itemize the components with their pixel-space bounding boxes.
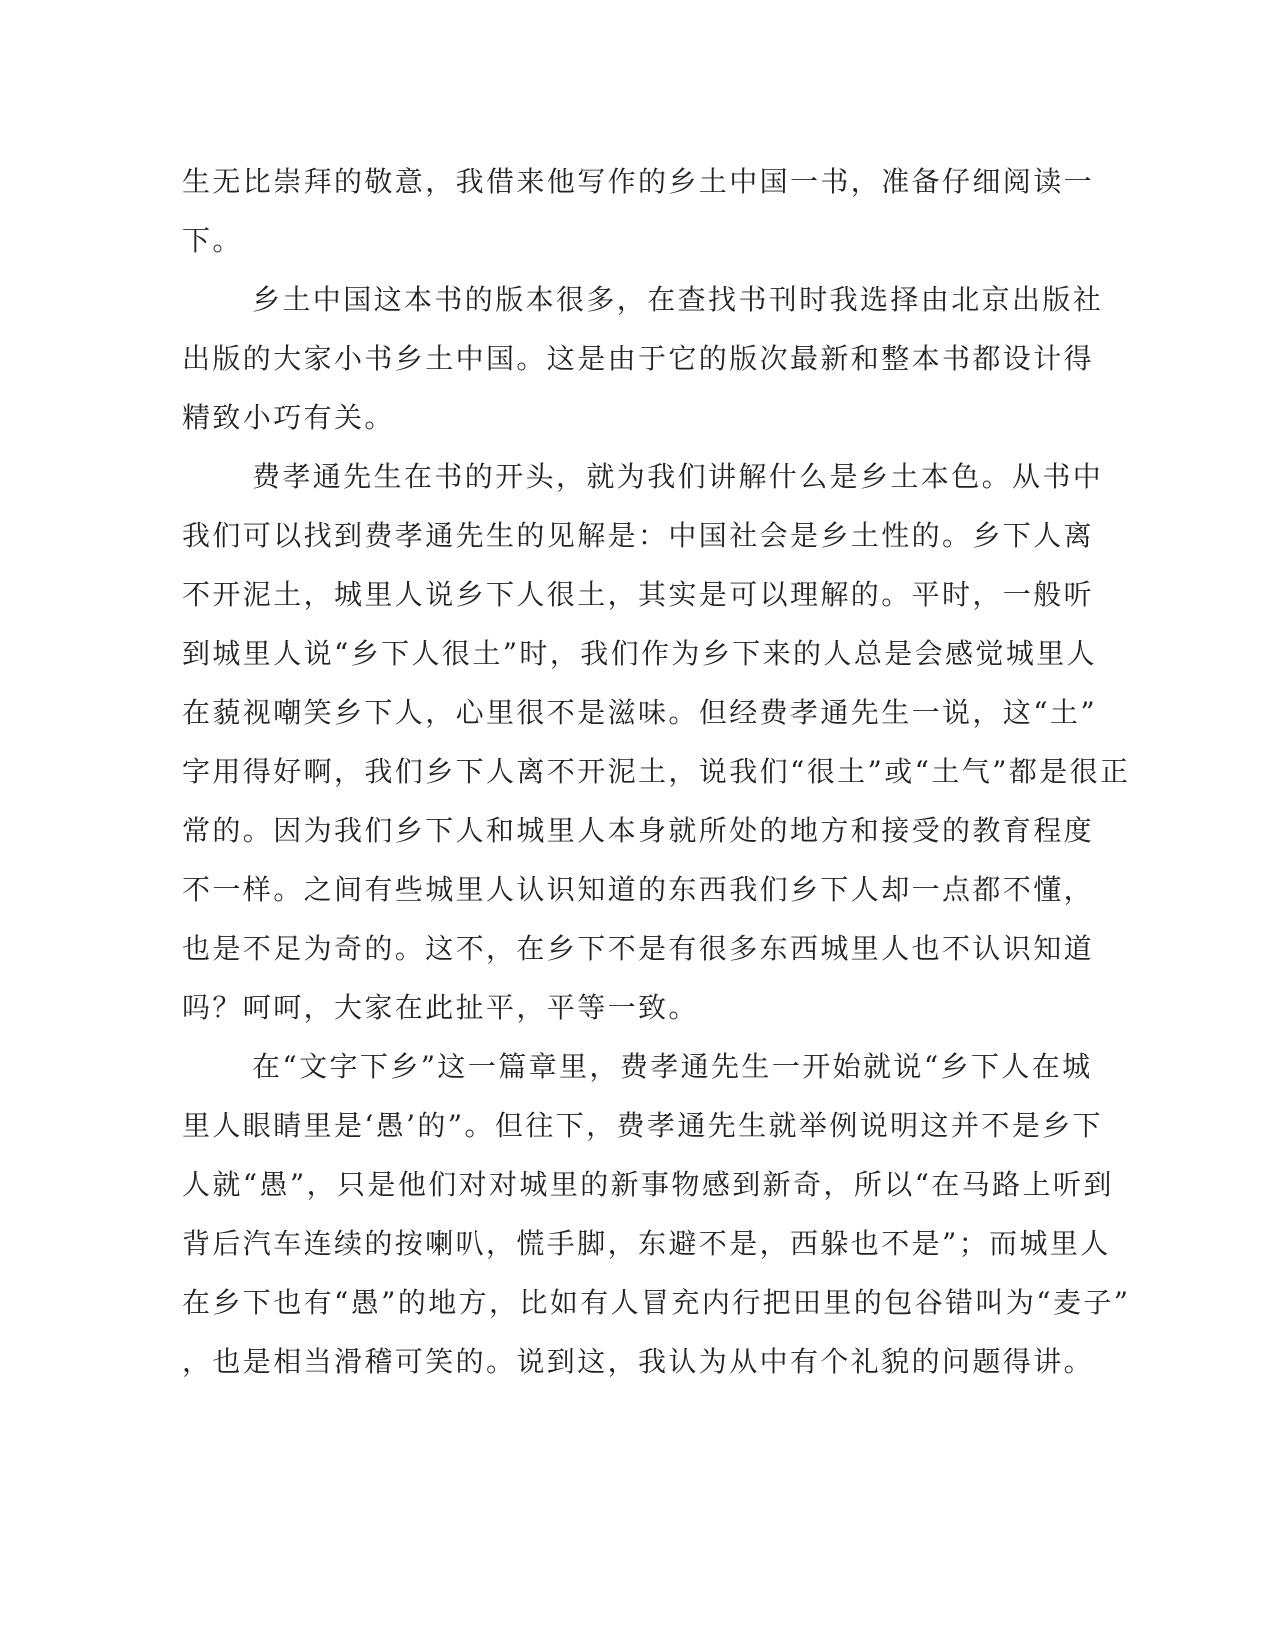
text-line: 不一样。之间有些城里人认识知道的东西我们乡下人却一点都不懂， — [182, 873, 1095, 906]
text-line: 不开泥土，城里人说乡下人很土，其实是可以理解的。平时，一般听 — [182, 578, 1095, 611]
text-line: 也是不足为奇的。这不，在乡下不是有很多东西城里人也不认识知道 — [182, 932, 1095, 965]
text-line: 人就“愚”，只是他们对对城里的新事物感到新奇，所以“在马路上听到 — [182, 1168, 1114, 1201]
text-line: 在乡下也有“愚”的地方，比如有人冒充内行把田里的包谷错叫为“麦子” — [182, 1286, 1131, 1319]
text-line: 下。 — [182, 224, 243, 257]
paragraph-first-line: 费孝通先生在书的开头，就为我们讲解什么是乡土本色。从书中 — [252, 460, 1104, 493]
text-line: 常的。因为我们乡下人和城里人本身就所处的地方和接受的教育程度 — [182, 814, 1095, 847]
text-line: 在藐视嘲笑乡下人，心里很不是滋味。但经费孝通先生一说，这“土” — [182, 696, 1098, 729]
text-line: 出版的大家小书乡土中国。这是由于它的版次最新和整本书都设计得 — [182, 342, 1095, 375]
paragraph-first-line: 在“文字下乡”这一篇章里，费孝通先生一开始就说“乡下人在城 — [252, 1050, 1093, 1083]
paragraph-first-line: 乡土中国这本书的版本很多，在查找书刊时我选择由北京出版社 — [252, 283, 1104, 316]
text-line: 吗？呵呵，大家在此扯平，平等一致。 — [182, 991, 699, 1024]
text-line: 到城里人说“乡下人很土”时，我们作为乡下来的人总是会感觉城里人 — [182, 637, 1098, 670]
text-line: 生无比崇拜的敬意，我借来他写作的乡土中国一书，准备仔细阅读一 — [182, 165, 1095, 198]
text-line: 字用得好啊，我们乡下人离不开泥土，说我们“很土”或“土气”都是很正 — [182, 755, 1131, 788]
text-line: 我们可以找到费孝通先生的见解是：中国社会是乡土性的。乡下人离 — [182, 519, 1095, 552]
text-line: 精致小巧有关。 — [182, 401, 395, 434]
text-line: 背后汽车连续的按喇叭，慌手脚，东避不是，西躲也不是”；而城里人 — [182, 1227, 1111, 1260]
text-line: ，也是相当滑稽可笑的。说到这，我认为从中有个礼貌的问题得讲。 — [182, 1345, 1095, 1378]
text-line: 里人眼睛里是‘愚’的”。但往下，费孝通先生就举例说明这并不是乡下 — [182, 1109, 1103, 1142]
